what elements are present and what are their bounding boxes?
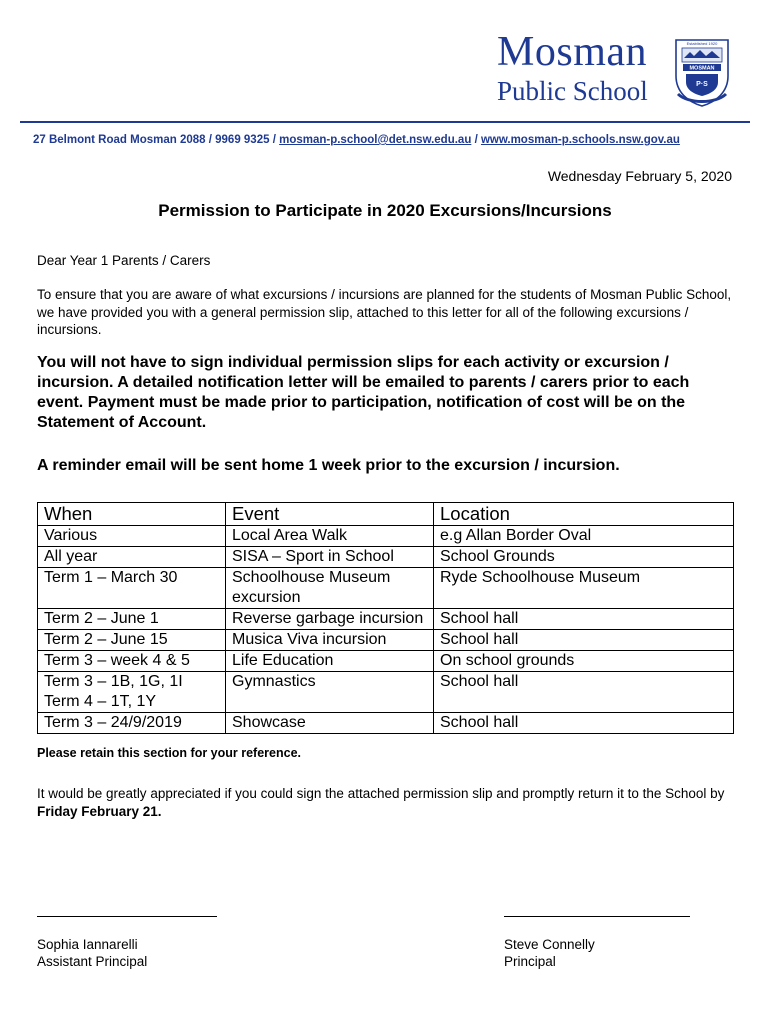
table-row <box>38 568 734 609</box>
signature-line <box>504 916 690 917</box>
cell-when: Term 3 – 1B, 1G, 1I <box>38 672 226 693</box>
cell-event: Showcase <box>226 713 434 734</box>
cell-when: Term 2 – June 15 <box>38 630 226 651</box>
cell-event: SISA – Sport in School <box>226 547 434 568</box>
cell-event <box>226 692 434 713</box>
return-request-paragraph <box>37 785 737 820</box>
retain-note: Please retain this section for your reference. <box>37 746 301 760</box>
cell-location: Ryde Schoolhouse Museum <box>434 568 734 609</box>
schedule-table <box>37 502 734 734</box>
signatory-assistant-principal <box>37 936 147 970</box>
cell-location: School Grounds <box>434 547 734 568</box>
cell-when: Term 4 – 1T, 1Y <box>38 692 226 713</box>
header-divider <box>20 121 750 123</box>
header-when: When <box>38 503 226 526</box>
crest-established: Established 1920 <box>686 41 718 46</box>
table-row <box>38 630 734 651</box>
cell-when: Term 1 – March 30 <box>38 568 226 609</box>
crest-name: MOSMAN <box>689 65 715 72</box>
cell-event: Life Education <box>226 651 434 672</box>
cell-when: Term 3 – week 4 & 5 <box>38 651 226 672</box>
cell-location: School hall <box>434 672 734 693</box>
table-row <box>38 609 734 630</box>
school-name: Mosman <box>497 29 647 75</box>
cell-event: Local Area Walk <box>226 526 434 547</box>
signatory-role: Assistant Principal <box>37 954 148 969</box>
address-separator: / <box>474 134 478 146</box>
signatory-principal <box>504 936 595 970</box>
return-deadline: Friday February 21. <box>37 803 162 819</box>
header-location: Location <box>434 503 734 526</box>
cell-event: Schoolhouse Museum excursion <box>226 568 434 609</box>
cell-location: School hall <box>434 630 734 651</box>
address-text: 27 Belmont Road Mosman 2088 / 9969 9325 / <box>33 134 276 146</box>
cell-when: Various <box>38 526 226 547</box>
return-request-text: It would be greatly appreciated if you could sign the attached permission slip and promptly return it to the School by <box>37 786 725 801</box>
address-line <box>33 134 680 146</box>
cell-when: Term 3 – 24/9/2019 <box>38 713 226 734</box>
header-event: Event <box>226 503 434 526</box>
signatory-name: Sophia Iannarelli <box>37 937 138 952</box>
cell-event: Musica Viva incursion <box>226 630 434 651</box>
table-row <box>38 692 734 713</box>
school-subtitle: Public School <box>497 76 648 106</box>
letter-title: Permission to Participate in 2020 Excursions/Incursions <box>158 201 612 220</box>
cell-location: School hall <box>434 609 734 630</box>
letter-date: Wednesday February 5, 2020 <box>547 168 732 184</box>
cell-location: On school grounds <box>434 651 734 672</box>
cell-location: e.g Allan Border Oval <box>434 526 734 547</box>
greeting: Dear Year 1 Parents / Carers <box>37 253 211 268</box>
cell-when: Term 2 – June 1 <box>38 609 226 630</box>
crest-initials: P·S <box>696 81 708 88</box>
table-row <box>38 713 734 734</box>
intro-paragraph: To ensure that you are aware of what excursions / incursions are planned for the students of Mosman Public School, we have provided you with a general permission slip, attached to this letter for all of the following excursions / incursions. <box>37 287 732 337</box>
table-row <box>38 672 734 693</box>
cell-location <box>434 692 734 713</box>
table-row <box>38 526 734 547</box>
table-row <box>38 651 734 672</box>
important-notice: You will not have to sign individual permission slips for each activity or excursion / incursion. A detailed notification letter will be emailed to parents / carers prior to each event. Payment must be made prior to participation, notification of cost will be on the Statement of Account. <box>37 354 690 431</box>
email-link[interactable]: mosman-p.school@det.nsw.edu.au <box>279 134 472 146</box>
website-link[interactable]: www.mosman-p.schools.nsw.gov.au <box>480 134 680 146</box>
signatory-name: Steve Connelly <box>504 937 595 952</box>
school-crest-icon <box>672 36 732 108</box>
cell-when: All year <box>38 547 226 568</box>
cell-event: Reverse garbage incursion <box>226 609 434 630</box>
table-row <box>38 547 734 568</box>
cell-location: School hall <box>434 713 734 734</box>
reminder-notice: A reminder email will be sent home 1 week prior to the excursion / incursion. <box>37 457 620 474</box>
signatory-role: Principal <box>504 954 556 969</box>
cell-event: Gymnastics <box>226 672 434 693</box>
table-header-row <box>38 503 734 526</box>
signature-line <box>37 916 217 917</box>
